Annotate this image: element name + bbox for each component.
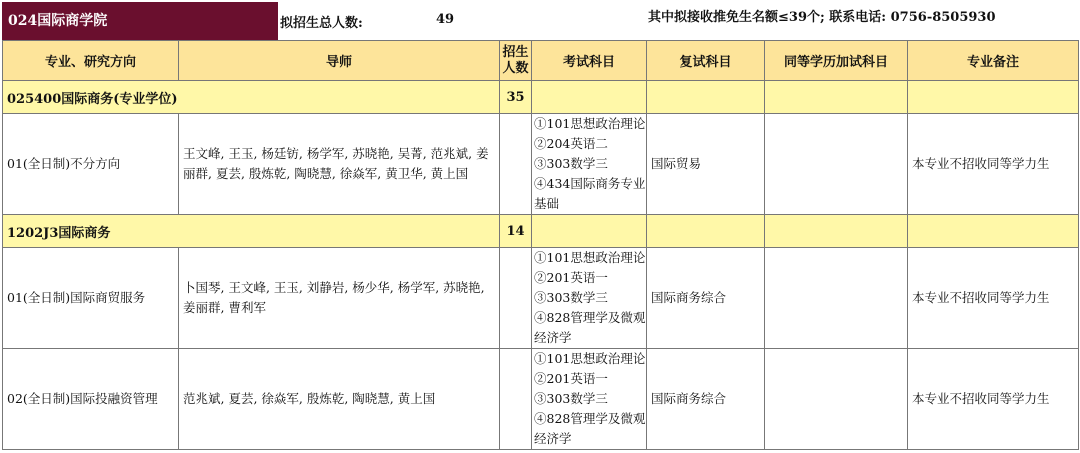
- exam-line: ③303数学三: [534, 391, 608, 406]
- retest-subject: 国际贸易: [647, 114, 765, 215]
- program-cell: [765, 215, 908, 248]
- program-cell: [765, 81, 908, 114]
- extra-subject: [765, 349, 908, 450]
- direction-name: 02(全日制)国际投融资管理: [3, 349, 179, 450]
- program-cell: [647, 215, 765, 248]
- program-title: 1202J3国际商务: [3, 215, 500, 248]
- exam-line: ④434国际商务专业: [534, 176, 646, 191]
- program-cell: [908, 215, 1079, 248]
- exam-subjects: [532, 114, 647, 215]
- exam-line: ①101思想政治理论: [534, 250, 646, 265]
- program-row: [3, 81, 1079, 114]
- direction-row: [3, 349, 1079, 450]
- exam-line: 基础: [534, 196, 560, 211]
- exam-line: ④828管理学及微观: [534, 411, 646, 426]
- header-row: [3, 41, 1079, 81]
- program-cell: [532, 81, 647, 114]
- exam-line: ②201英语一: [534, 270, 608, 285]
- program-cell: [532, 215, 647, 248]
- direction-count: [500, 248, 532, 349]
- program-row: [3, 215, 1079, 248]
- advisor-list: 王文峰, 王玉, 杨廷钫, 杨学军, 苏晓艳, 吴菁, 范兆斌, 姜丽群, 夏芸, 殷炼乾, 陶晓慧, 徐焱军, 黄卫华, 黄上国: [179, 114, 500, 215]
- plan-total-value: 49: [436, 12, 455, 27]
- col-header-retest: 复试科目: [647, 41, 765, 81]
- direction-remark: 本专业不招收同等学力生: [908, 114, 1079, 215]
- program-cell: [908, 81, 1079, 114]
- advisor-list: 卜国琴, 王文峰, 王玉, 刘静岩, 杨少华, 杨学军, 苏晓艳, 姜丽群, 曹利军: [179, 248, 500, 349]
- exam-line: ③303数学三: [534, 290, 608, 305]
- col-header-exam: 考试科目: [532, 41, 647, 81]
- program-count: 14: [500, 215, 532, 248]
- direction-remark: 本专业不招收同等学力生: [908, 248, 1079, 349]
- exam-line: ②204英语二: [534, 136, 608, 151]
- advisor-list: 范兆斌, 夏芸, 徐焱军, 殷炼乾, 陶晓慧, 黄上国: [179, 349, 500, 450]
- col-header-count-text: 招生人数: [502, 44, 529, 76]
- exam-line: ③303数学三: [534, 156, 608, 171]
- exam-line: ④828管理学及微观: [534, 310, 646, 325]
- direction-name: 01(全日制)国际商贸服务: [3, 248, 179, 349]
- direction-row: [3, 114, 1079, 215]
- direction-row: [3, 248, 1079, 349]
- direction-count: [500, 349, 532, 450]
- col-header-direction: 专业、研究方向: [3, 41, 179, 81]
- plan-total-label: 拟招生总人数:: [280, 16, 363, 31]
- exam-line: 经济学: [534, 330, 572, 345]
- direction-remark: 本专业不招收同等学力生: [908, 349, 1079, 450]
- col-header-advisor: 导师: [179, 41, 500, 81]
- school-name: 024国际商学院: [2, 2, 278, 40]
- col-header-extra: 同等学历加试科目: [765, 41, 908, 81]
- retest-subject: 国际商务综合: [647, 248, 765, 349]
- top-banner: [0, 0, 1080, 40]
- direction-count: [500, 114, 532, 215]
- exam-line: ①101思想政治理论: [534, 351, 646, 366]
- col-header-count: [500, 41, 532, 81]
- admissions-table: [2, 40, 1079, 450]
- exam-line: ②201英语一: [534, 371, 608, 386]
- recommend-note: 其中拟接收推免生名额≤39个; 联系电话: 0756-8505930: [648, 10, 996, 25]
- extra-subject: [765, 114, 908, 215]
- exam-subjects: [532, 248, 647, 349]
- direction-name: 01(全日制)不分方向: [3, 114, 179, 215]
- col-header-remark: 专业备注: [908, 41, 1079, 81]
- exam-line: 经济学: [534, 431, 572, 446]
- program-cell: [647, 81, 765, 114]
- program-count: 35: [500, 81, 532, 114]
- exam-subjects: [532, 349, 647, 450]
- retest-subject: 国际商务综合: [647, 349, 765, 450]
- program-title: 025400国际商务(专业学位): [3, 81, 500, 114]
- extra-subject: [765, 248, 908, 349]
- exam-line: ①101思想政治理论: [534, 116, 646, 131]
